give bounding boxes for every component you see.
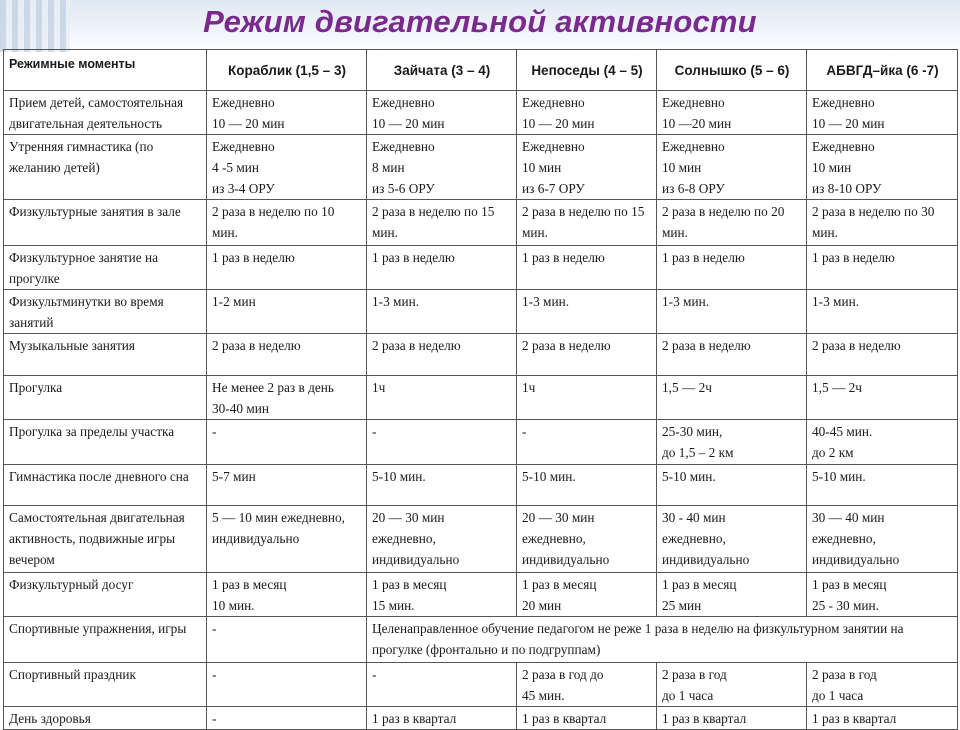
cell-line: 1 раз в месяц — [372, 577, 447, 592]
table-row — [4, 617, 958, 663]
cell-line: Физкультурный досуг — [9, 577, 134, 592]
cell-line: ежедневно, — [372, 531, 436, 546]
cell-line: из 6-8 ОРУ — [662, 181, 725, 196]
table-cell — [807, 506, 958, 573]
table-cell — [657, 200, 807, 246]
cell-line: вечером — [9, 552, 55, 567]
group-header-korablik: Кораблик (1,5 – 3) — [207, 50, 367, 91]
slide-title: Режим двигательной активности — [203, 4, 757, 39]
cell-line: желанию детей) — [9, 160, 100, 175]
cell-line: Ежедневно — [662, 139, 725, 154]
row-label — [4, 135, 207, 200]
table-cell — [657, 246, 807, 290]
cell-line: мин. — [812, 225, 838, 240]
table-cell — [207, 246, 367, 290]
cell-line: - — [522, 424, 527, 439]
table-row — [4, 91, 958, 135]
cell-line: 2 раза в год — [812, 667, 877, 682]
cell-line: 1 раз в неделю — [372, 250, 455, 265]
table-cell — [207, 334, 367, 376]
cell-line: 10 — 20 мин — [812, 116, 885, 131]
cell-line: 25 - 30 мин. — [812, 598, 879, 613]
cell-line: мин. — [662, 225, 688, 240]
table-cell — [807, 290, 958, 334]
table-cell — [807, 573, 958, 617]
table-cell — [367, 573, 517, 617]
table-row — [4, 135, 958, 200]
table-cell — [207, 420, 367, 465]
row-label — [4, 334, 207, 376]
table-cell — [657, 506, 807, 573]
cell-line: 1,5 — 2ч — [812, 380, 862, 395]
table-cell — [657, 91, 807, 135]
table-cell — [807, 420, 958, 465]
cell-line: 15 мин. — [372, 598, 415, 613]
cell-line: индивидуально — [522, 552, 610, 567]
table-cell — [367, 420, 517, 465]
cell-line: 2 раза в неделю по 15 — [522, 204, 645, 219]
merged-cell-note — [367, 617, 958, 663]
cell-line: до 1 часа — [812, 688, 864, 703]
cell-line: 5-7 мин — [212, 469, 256, 484]
cell-line: мин. — [372, 225, 398, 240]
table-cell — [807, 200, 958, 246]
cell-line: 10 мин — [522, 160, 562, 175]
table-cell — [207, 290, 367, 334]
cell-line: - — [212, 424, 217, 439]
cell-line: индивидуально — [212, 531, 300, 546]
table-cell — [367, 290, 517, 334]
cell-line: - — [372, 667, 377, 682]
table-cell — [517, 506, 657, 573]
cell-line: 1,5 — 2ч — [662, 380, 712, 395]
cell-line: Гимнастика после дневного сна — [9, 469, 189, 484]
table-cell — [207, 573, 367, 617]
table-cell — [207, 707, 367, 730]
table-cell — [207, 200, 367, 246]
table-cell — [657, 707, 807, 730]
table-cell — [517, 465, 657, 506]
cell-line: 1 раз в неделю — [662, 250, 745, 265]
cell-line: активность, подвижные игры — [9, 531, 176, 546]
table-cell — [367, 506, 517, 573]
cell-line: 1 раз в квартал — [372, 711, 457, 726]
table-cell — [517, 573, 657, 617]
cell-line: Ежедневно — [522, 95, 585, 110]
row-label — [4, 617, 207, 663]
cell-line: 10 — 20 мин — [372, 116, 445, 131]
cell-line: 2 раза в неделю — [812, 338, 901, 353]
group-header-abvgd: АБВГД–йка (6 -7) — [807, 50, 958, 91]
row-label — [4, 290, 207, 334]
cell-line: 1-3 мин. — [372, 294, 420, 309]
table-cell — [367, 663, 517, 707]
cell-line: из 6-7 ОРУ — [522, 181, 585, 196]
cell-line: - — [212, 711, 217, 726]
cell-line: 1ч — [372, 380, 386, 395]
cell-line: 2 раза в неделю по 15 — [372, 204, 495, 219]
table-row — [4, 506, 958, 573]
cell-line: индивидуально — [662, 552, 750, 567]
cell-line: до 2 км — [812, 445, 854, 460]
cell-line: Ежедневно — [522, 139, 585, 154]
cell-line: Ежедневно — [812, 95, 875, 110]
cell-line: - — [212, 621, 217, 636]
table-cell — [657, 573, 807, 617]
table-cell — [207, 91, 367, 135]
cell-line: Прием детей, самостоятельная — [9, 95, 184, 110]
cell-line: 20 — 30 мин — [522, 510, 595, 525]
table-cell — [367, 246, 517, 290]
table-row — [4, 707, 958, 730]
cell-line: до 1,5 – 2 км — [662, 445, 734, 460]
cell-line: мин. — [522, 225, 548, 240]
cell-line: 1 раз в месяц — [522, 577, 597, 592]
cell-line: индивидуально — [812, 552, 900, 567]
row-label — [4, 246, 207, 290]
cell-line: занятий — [9, 315, 54, 330]
cell-line: 1 раз в квартал — [812, 711, 897, 726]
table-cell — [657, 135, 807, 200]
cell-line: 1-2 мин — [212, 294, 256, 309]
header-row — [4, 50, 958, 91]
row-label — [4, 465, 207, 506]
table-cell — [657, 334, 807, 376]
row-label — [4, 200, 207, 246]
cell-line: Физкультурное занятие на — [9, 250, 159, 265]
cell-line: 30 — 40 мин — [812, 510, 885, 525]
cell-line: 8 мин — [372, 160, 405, 175]
cell-line: ежедневно, — [522, 531, 586, 546]
cell-line: 1 раз в квартал — [522, 711, 607, 726]
table-cell — [367, 91, 517, 135]
cell-line: 1 раз в месяц — [812, 577, 887, 592]
cell-line: Не менее 2 раз в день — [212, 380, 334, 395]
cell-line: Прогулка — [9, 380, 63, 395]
table-cell — [517, 200, 657, 246]
table-cell — [367, 200, 517, 246]
cell-line: 2 раза в неделю по 10 — [212, 204, 335, 219]
cell-line: 40-45 мин. — [812, 424, 873, 439]
group-header-solnyshko: Солнышко (5 – 6) — [657, 50, 807, 91]
table-cell — [207, 663, 367, 707]
row-label — [4, 420, 207, 465]
table-cell — [367, 707, 517, 730]
cell-line: 2 раза в неделю по 20 — [662, 204, 785, 219]
table-cell — [207, 506, 367, 573]
cell-line: 1 раз в месяц — [212, 577, 287, 592]
table-row — [4, 246, 958, 290]
cell-line: 5-10 мин. — [522, 469, 576, 484]
cell-line: 25 мин — [662, 598, 702, 613]
cell-line: 5-10 мин. — [812, 469, 866, 484]
cell-line: 2 раза в неделю — [372, 338, 461, 353]
cell-line: 1 раз в неделю — [522, 250, 605, 265]
table-cell — [367, 376, 517, 420]
cell-line: 10 — 20 мин — [212, 116, 285, 131]
table-cell — [657, 290, 807, 334]
group-header-zaichata: Зайчата (3 – 4) — [367, 50, 517, 91]
table-row — [4, 290, 958, 334]
row-label — [4, 663, 207, 707]
table-cell — [207, 376, 367, 420]
group-header-neposedy: Непоседы (4 – 5) — [517, 50, 657, 91]
cell-line: 2 раза в год — [662, 667, 727, 682]
cell-line: Физкультурные занятия в зале — [9, 204, 181, 219]
cell-line: из 3-4 ОРУ — [212, 181, 275, 196]
cell-line: из 5-6 ОРУ — [372, 181, 435, 196]
cell-line: Ежедневно — [212, 139, 275, 154]
cell-line: 10 мин — [812, 160, 852, 175]
table-cell — [807, 135, 958, 200]
cell-line: двигательная деятельность — [9, 116, 163, 131]
table-cell — [367, 135, 517, 200]
cell-line: 10 мин. — [212, 598, 255, 613]
table-row — [4, 376, 958, 420]
cell-line: 1-3 мин. — [812, 294, 860, 309]
table-row — [4, 200, 958, 246]
cell-line: 5-10 мин. — [372, 469, 426, 484]
cell-line: 1 раз в квартал — [662, 711, 747, 726]
corner-header: Режимные моменты — [4, 50, 207, 91]
cell-line: 1ч — [522, 380, 536, 395]
table-row — [4, 465, 958, 506]
cell-line: 2 раза в неделю по 30 — [812, 204, 935, 219]
cell-line: Утренняя гимнастика (по — [9, 139, 154, 154]
table-cell — [517, 334, 657, 376]
table-cell — [367, 465, 517, 506]
cell-line: Самостоятельная двигательная — [9, 510, 185, 525]
table-cell — [657, 465, 807, 506]
row-label — [4, 573, 207, 617]
cell-line: 1-3 мин. — [522, 294, 570, 309]
cell-line: 45 мин. — [522, 688, 565, 703]
cell-line: 1 раз в неделю — [212, 250, 295, 265]
table-cell — [517, 91, 657, 135]
table-cell — [517, 135, 657, 200]
cell-line: прогулке — [9, 271, 60, 286]
table-row — [4, 334, 958, 376]
cell-line: День здоровья — [9, 711, 91, 726]
cell-line: 10 —20 мин — [662, 116, 732, 131]
cell-line: - — [372, 424, 377, 439]
table-cell — [207, 465, 367, 506]
table-cell — [657, 376, 807, 420]
table-cell — [367, 334, 517, 376]
cell-line: 20 — 30 мин — [372, 510, 445, 525]
table-cell — [807, 707, 958, 730]
row-label — [4, 506, 207, 573]
table-cell — [207, 135, 367, 200]
table-cell — [807, 246, 958, 290]
cell-line: ежедневно, — [812, 531, 876, 546]
cell-line: 1-3 мин. — [662, 294, 710, 309]
cell-line: Физкультминутки во время — [9, 294, 164, 309]
table-cell — [517, 707, 657, 730]
table-cell — [807, 91, 958, 135]
cell-line: мин. — [212, 225, 238, 240]
cell-line: 25-30 мин, — [662, 424, 723, 439]
cell-line: 30 - 40 мин — [662, 510, 726, 525]
cell-line: Музыкальные занятия — [9, 338, 136, 353]
table-cell — [517, 663, 657, 707]
cell-line: из 8-10 ОРУ — [812, 181, 882, 196]
table-cell — [807, 663, 958, 707]
cell-line: 4 -5 мин — [212, 160, 260, 175]
cell-line: 5-10 мин. — [662, 469, 716, 484]
table-cell — [807, 376, 958, 420]
cell-line: 1 раз в месяц — [662, 577, 737, 592]
row-label — [4, 376, 207, 420]
cell-line: индивидуально — [372, 552, 460, 567]
cell-line: до 1 часа — [662, 688, 714, 703]
cell-line: Прогулка за пределы участка — [9, 424, 175, 439]
cell-line: 20 мин — [522, 598, 562, 613]
cell-line: 2 раза в неделю — [522, 338, 611, 353]
cell-line: Ежедневно — [812, 139, 875, 154]
activity-table — [3, 49, 958, 730]
row-label — [4, 91, 207, 135]
cell-line: 2 раза в неделю — [212, 338, 301, 353]
cell-line: 1 раз в неделю — [812, 250, 895, 265]
table-row — [4, 573, 958, 617]
table-row — [4, 420, 958, 465]
cell-line: - — [212, 667, 217, 682]
cell-line: 10 мин — [662, 160, 702, 175]
cell-line: Спортивные упражнения, игры — [9, 621, 187, 636]
cell-line: 2 раза в год до — [522, 667, 604, 682]
table-cell — [657, 663, 807, 707]
table-cell — [807, 334, 958, 376]
cell-line: Ежедневно — [662, 95, 725, 110]
cell-line: Ежедневно — [372, 139, 435, 154]
table-cell — [517, 290, 657, 334]
cell-line: 10 — 20 мин — [522, 116, 595, 131]
cell-line: Ежедневно — [372, 95, 435, 110]
table-cell — [517, 420, 657, 465]
table-cell — [517, 376, 657, 420]
table-cell — [807, 465, 958, 506]
cell-line: Спортивный праздник — [9, 667, 136, 682]
table-cell — [207, 617, 367, 663]
table-cell — [657, 420, 807, 465]
table-row — [4, 663, 958, 707]
cell-line: 2 раза в неделю — [662, 338, 751, 353]
cell-line: Ежедневно — [212, 95, 275, 110]
cell-line: 5 — 10 мин ежедневно, — [212, 510, 345, 525]
merged-cell-text: Целенаправленное обучение педагогом не реже 1 раза в неделю на физкультурном занятии на прогулке (фронтально и по подгруппам) — [372, 621, 904, 657]
cell-line: 30-40 мин — [212, 401, 269, 416]
row-label — [4, 707, 207, 730]
table-cell — [517, 246, 657, 290]
cell-line: ежедневно, — [662, 531, 726, 546]
